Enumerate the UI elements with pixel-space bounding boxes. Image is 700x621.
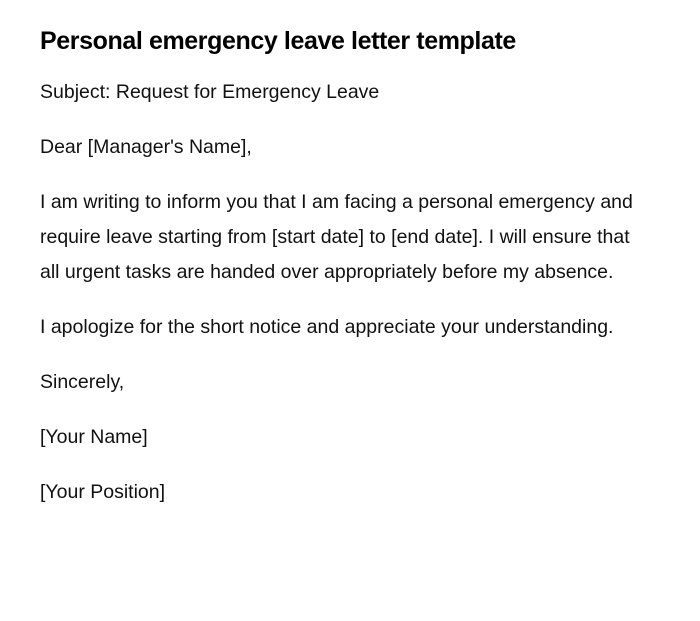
letter-body-paragraph: I am writing to inform you that I am facing a personal emergency and require leave starting from [start date] to [end date]. I will ensure that all urgent tasks are handed over appropriately before my absence. [40, 191, 633, 283]
page-title: Personal emergency leave letter template [40, 27, 516, 55]
signature-name: [Your Name] [40, 426, 148, 448]
letter-body-paragraph: I apologize for the short notice and appreciate your understanding. [40, 316, 614, 338]
letter-closing: Sincerely, [40, 371, 125, 393]
letter-salutation: Dear [Manager's Name], [40, 136, 252, 158]
letter-subject: Subject: Request for Emergency Leave [40, 81, 380, 103]
signature-position: [Your Position] [40, 481, 166, 503]
